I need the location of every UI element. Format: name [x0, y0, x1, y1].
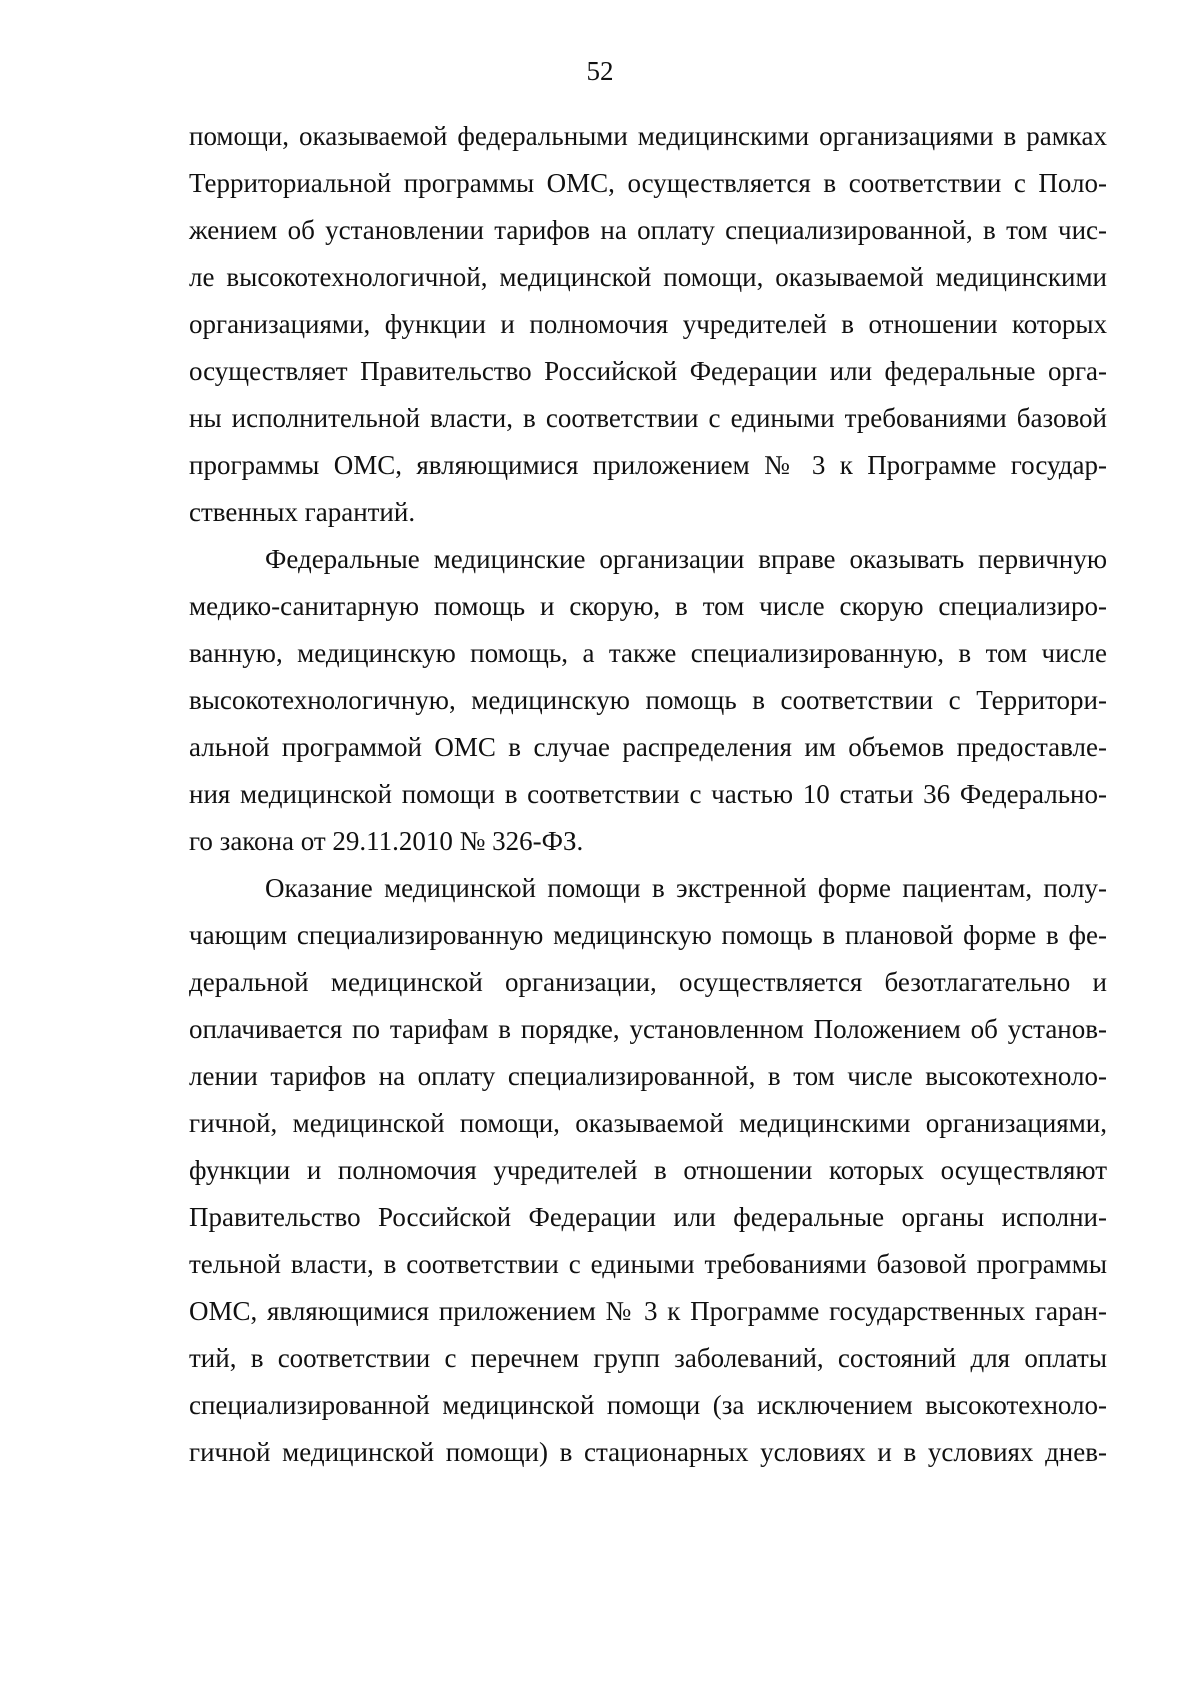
- text-line: гичной медицинской помощи) в стационарных условиях и в условиях днев-: [189, 1437, 1107, 1467]
- text-line: го закона от 29.11.2010 № 326-ФЗ.: [189, 826, 584, 856]
- text-line: тельной власти, в соответствии с едиными требованиями базовой программы: [189, 1249, 1107, 1279]
- text-line: специализированной медицинской помощи (за исключением высокотехноло-: [189, 1390, 1107, 1420]
- text-line: Федеральные медицинские организации вправе оказывать первичную: [265, 544, 1107, 574]
- text-line: ОМС, являющимися приложением № 3 к Программе государственных гаран-: [189, 1296, 1107, 1326]
- text-line: оплачивается по тарифам в порядке, установленном Положением об установ-: [189, 1014, 1107, 1044]
- page-number: 52: [586, 56, 614, 86]
- text-line: гичной, медицинской помощи, оказываемой медицинскими организациями,: [189, 1108, 1107, 1138]
- paragraph-3: [189, 865, 1107, 1476]
- text-line: осуществляет Правительство Российской Федерации или федеральные орга-: [189, 356, 1107, 386]
- paragraph-1: [189, 113, 1107, 536]
- text-line: деральной медицинской организации, осуществляется безотлагательно и: [189, 967, 1107, 997]
- text-line: ны исполнительной власти, в соответствии с едиными требованиями базовой: [189, 403, 1107, 433]
- text-line: лении тарифов на оплату специализированной, в том числе высокотехноло-: [189, 1061, 1107, 1091]
- text-line: жением об установлении тарифов на оплату специализированной, в том чис-: [189, 215, 1107, 245]
- text-line: помощи, оказываемой федеральными медицинскими организациями в рамках: [189, 121, 1107, 151]
- text-line: программы ОМС, являющимися приложением № 3 к Программе государ-: [189, 450, 1107, 480]
- text-line: Территориальной программы ОМС, осуществляется в соответствии с Поло-: [189, 168, 1107, 198]
- body-text: [189, 113, 1107, 1476]
- text-line: ственных гарантий.: [189, 497, 416, 527]
- text-line: Правительство Российской Федерации или федеральные органы исполни-: [189, 1202, 1107, 1232]
- text-line: высокотехнологичную, медицинскую помощь в соответствии с Территори-: [189, 685, 1107, 715]
- text-line: ле высокотехнологичной, медицинской помощи, оказываемой медицинскими: [189, 262, 1107, 292]
- text-line: Оказание медицинской помощи в экстренной форме пациентам, полу-: [265, 873, 1107, 903]
- text-line: альной программой ОМС в случае распределения им объемов предоставле-: [189, 732, 1107, 762]
- text-line: тий, в соответствии с перечнем групп заболеваний, состояний для оплаты: [189, 1343, 1107, 1373]
- text-line: функции и полномочия учредителей в отношении которых осуществляют: [189, 1155, 1107, 1185]
- text-line: организациями, функции и полномочия учредителей в отношении которых: [189, 309, 1107, 339]
- text-line: ния медицинской помощи в соответствии с частью 10 статьи 36 Федерально-: [189, 779, 1107, 809]
- text-line: медико-санитарную помощь и скорую, в том числе скорую специализиро-: [189, 591, 1107, 621]
- text-line: ванную, медицинскую помощь, а также специализированную, в том числе: [189, 638, 1107, 668]
- paragraph-2: [189, 536, 1107, 865]
- text-line: чающим специализированную медицинскую помощь в плановой форме в фе-: [189, 920, 1107, 950]
